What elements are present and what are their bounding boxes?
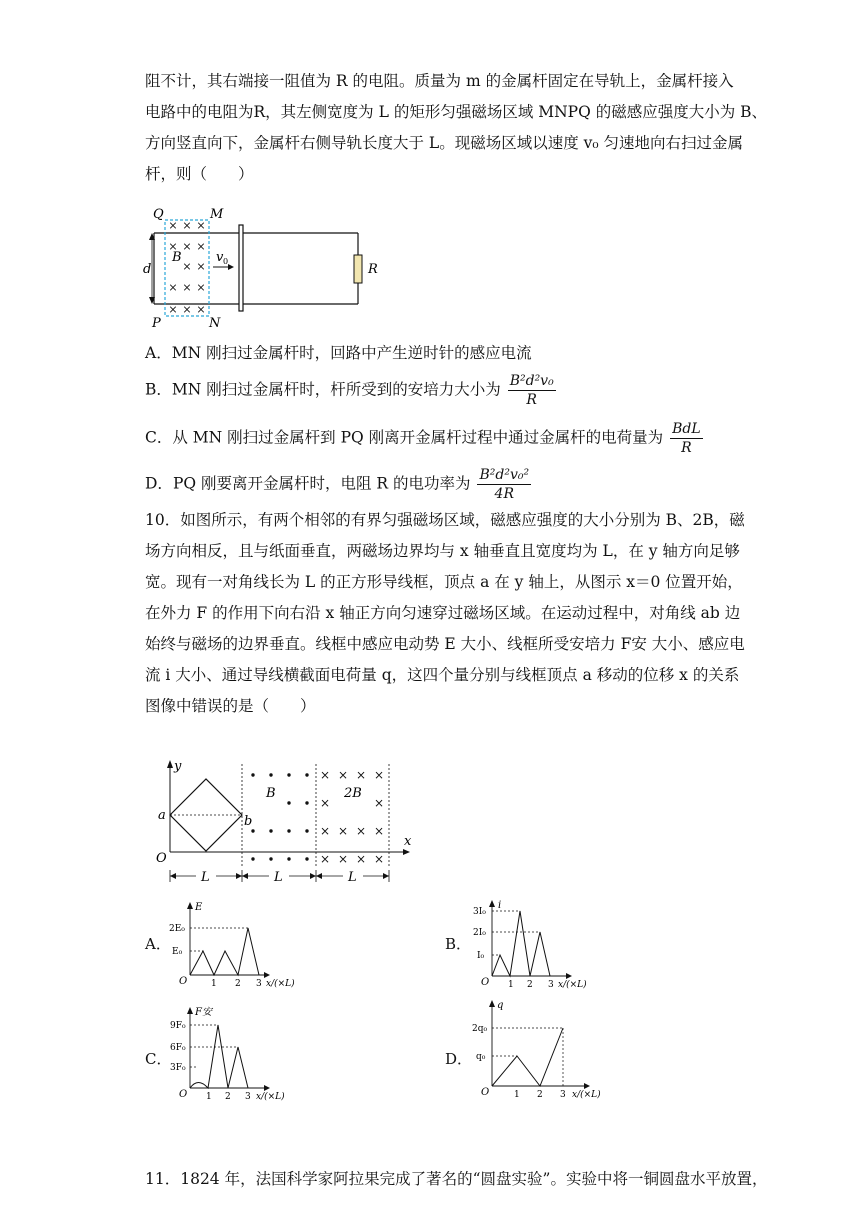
q9-d-fraction: $\frac{\text{B²d²v₀²}}{4R}$ [479,467,530,502]
graph-d-curve [492,1028,563,1086]
svg-text:×: × [319,824,331,838]
q10-graph-b[interactable] [470,898,610,992]
graph-c-curve [190,1025,248,1088]
label-R: R [368,262,378,277]
graph-a-curve [190,928,259,975]
svg-text:×: × [355,824,367,838]
svg-text:×: × [196,240,206,253]
q10-line-1: 10．如图所示，有两个相邻的有界匀强磁场区域，磁感应强度的大小分别为 B、2B，磁 [145,511,745,529]
graph-c-xtick-2: 2 [225,1092,231,1102]
label-N: N [209,316,221,331]
graph-b-tick-i0: I₀ [477,951,485,961]
svg-text:×: × [182,303,192,316]
q10-line-2: 场方向相反，且与纸面垂直，两磁场边界均与 x 轴垂直且宽度均为 L，在 y 轴方向足够 [145,542,740,560]
svg-text:×: × [355,768,367,782]
svg-text:×: × [168,219,178,232]
svg-text:×: × [319,796,331,810]
q9-line-3: 方向竖直向下，金属杆右侧导轨长度大于 L。现磁场区域以速度 v₀ 匀速地向右扫过金属 [145,134,744,152]
graph-b-xtick-2: 2 [527,980,533,990]
svg-text:×: × [182,219,192,232]
svg-text:×: × [337,852,349,866]
svg-text:×: × [373,768,385,782]
q10-line-7: 图像中错误的是（ ） [145,697,316,715]
field-crosses-2b [320,768,384,866]
q9-option-d[interactable]: D．PQ 刚要离开金属杆时，电阻 R 的电功率为 $\frac{\text{B²d²v₀²}}{4R}$ [145,467,530,502]
q10-line-6: 流 i 大小、通过导线横截面电荷量 q，这四个量分别与线框顶点 a 移动的位移 x 的关系 [145,666,740,684]
resistor [354,255,362,283]
graph-b-xtick-1: 1 [508,980,514,990]
q10-graph-c-letter[interactable]: C． [145,1050,172,1068]
label-v: v [216,250,224,265]
label-2B: 2B [344,786,362,801]
graph-d-xtick-2: 2 [537,1090,543,1100]
graph-c-ylabel: F安 [195,1007,212,1018]
label-B: B [266,786,276,801]
svg-text:×: × [373,852,385,866]
graph-d-origin: O [481,1087,490,1098]
graph-a-origin: O [179,976,188,987]
graph-c-xtick-3: 3 [245,1092,251,1102]
svg-text:×: × [319,768,331,782]
label-B: B [172,250,182,265]
q10-graph-b-letter[interactable]: B． [445,935,472,953]
graph-d-ylabel: q [497,1000,504,1011]
q9-option-a[interactable]: A．MN 刚扫过金属杆时，回路中产生逆时针的感应电流 [145,344,532,362]
graph-b-ylabel: i [498,900,502,911]
metal-rod [239,225,243,311]
q9-line-4: 杆，则（ ） [145,165,254,183]
graph-b-xlabel: x/(×L) [558,980,587,990]
graph-a-xtick-3: 3 [256,979,262,989]
graph-d-tick-2q0: 2q₀ [472,1024,488,1034]
graph-d-xlabel: x/(×L) [572,1090,601,1100]
graph-b-curve [492,911,550,976]
svg-text:×: × [319,852,331,866]
label-Q: Q [153,207,164,222]
graph-d-xtick-3: 3 [560,1090,566,1100]
q10-line-3: 宽。现有一对角线长为 L 的正方形导线框，顶点 a 在 y 轴上，从图示 x＝0 位置开始， [145,573,743,591]
q9-line-1: 阻不计，其右端接一阻值为 R 的电阻。质量为 m 的金属杆固定在导轨上，金属杆接入 [145,72,734,90]
q10-graph-c[interactable] [168,1005,308,1105]
graph-a-xtick-1: 1 [211,979,217,989]
graph-d-tick-q0: q₀ [476,1052,486,1062]
q9-option-b[interactable]: B．MN 刚扫过金属杆时，杆所受到的安培力大小为 $\frac{\text{B²d²v₀}}{R}$ [145,373,554,408]
svg-text:×: × [168,240,178,253]
label-L-3: L [348,870,357,885]
field-dots [251,773,308,860]
svg-text:×: × [196,260,206,273]
q9-stem [145,66,768,190]
q9-line-2: 电路中的电阻为R，其左侧宽度为 L 的矩形匀强磁场区域 MNPQ 的磁感应强度大小为 B、 [145,103,768,121]
q11-stem [145,1164,768,1195]
label-L-2: L [274,870,283,885]
svg-text:×: × [196,281,206,294]
q10-field-figure [145,756,425,886]
graph-c-tick-9f0: 9F₀ [170,1021,186,1031]
graph-a-ylabel: E [195,902,203,913]
svg-text:×: × [355,852,367,866]
q9-c-fraction: $\frac{\text{BdL}}{R}$ [672,421,701,456]
svg-text:×: × [182,240,192,253]
graph-a-xtick-2: 2 [235,979,241,989]
q9-option-c[interactable]: C．从 MN 刚扫过金属杆到 PQ 刚离开金属杆过程中通过金属杆的电荷量为 $\frac{\text{BdL}}{R}$ [145,421,701,456]
q10-line-5: 始终与磁场的边界垂直。线框中感应电动势 E 大小、线框所受安培力 F安 大小、感应电 [145,635,745,653]
graph-a-xlabel: x/(×L) [266,979,295,989]
graph-c-xtick-1: 1 [206,1092,212,1102]
label-M: M [210,207,224,222]
label-O: O [156,851,167,866]
graph-b-tick-2i0: 2I₀ [473,928,486,938]
svg-text:×: × [337,768,349,782]
label-P: P [152,316,161,331]
label-y: y [174,759,182,774]
label-d: d [143,262,152,277]
label-x: x [404,834,412,849]
graph-d-xtick-1: 1 [514,1090,520,1100]
svg-text:×: × [196,303,206,316]
q10-graph-a-letter[interactable]: A． [145,935,171,953]
graph-b-xtick-3: 3 [548,980,554,990]
svg-text:×: × [196,219,206,232]
q11-line-1: 11．1824 年，法国科学家阿拉果完成了著名的“圆盘实验”。实验中将一铜圆盘水平放置， [145,1170,768,1188]
graph-c-xlabel: x/(×L) [256,1092,285,1102]
q10-graph-d[interactable] [470,998,630,1102]
svg-text:×: × [182,281,192,294]
q10-graph-a[interactable] [168,900,308,992]
graph-a-tick-2e0: 2E₀ [169,924,185,934]
svg-text:×: × [168,303,178,316]
label-a: a [158,808,166,823]
svg-text:×: × [373,824,385,838]
svg-text:×: × [168,281,178,294]
graph-c-origin: O [179,1089,188,1100]
q9-circuit-figure [140,203,390,331]
graph-b-tick-3i0: 3I₀ [473,907,486,917]
q9-b-fraction: $\frac{\text{B²d²v₀}}{R}$ [509,373,554,408]
q10-line-4: 在外力 F 的作用下向右沿 x 轴正方向匀速穿过磁场区域。在运动过程中，对角线 ab 边 [145,604,741,622]
svg-text:×: × [373,796,385,810]
q10-stem [145,505,745,722]
graph-c-tick-6f0: 6F₀ [170,1043,186,1053]
label-v-sub: 0 [223,257,229,266]
q10-graph-d-letter[interactable]: D． [445,1050,473,1068]
graph-b-origin: O [481,977,490,988]
svg-text:×: × [182,260,192,273]
graph-c-tick-3f0: 3F₀ [170,1063,186,1073]
label-b: b [244,814,253,829]
graph-a-tick-e0: E₀ [172,947,183,957]
label-L-1: L [201,870,210,885]
svg-text:×: × [337,824,349,838]
